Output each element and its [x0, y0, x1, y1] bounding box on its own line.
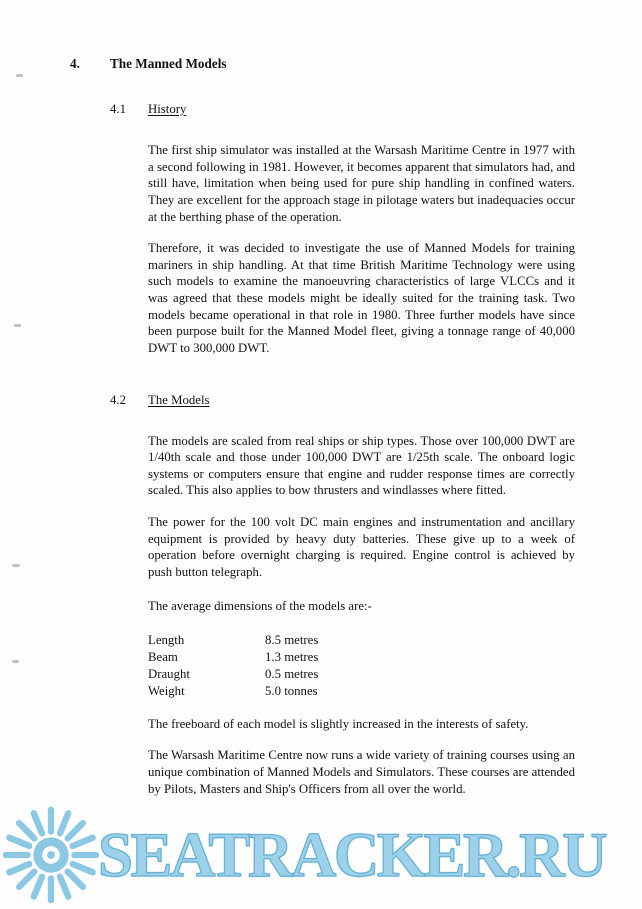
subsection-the-models — [110, 393, 575, 408]
dimension-label: Length — [148, 633, 185, 648]
subsection-heading — [110, 102, 575, 117]
dimension-row — [148, 649, 575, 666]
dimension-value: 0.5 metres — [265, 666, 319, 681]
scan-artifact — [16, 74, 23, 77]
dimension-label: Draught — [148, 666, 190, 681]
subsection-title: History — [148, 102, 187, 116]
subsection-heading — [110, 393, 575, 408]
document-content — [70, 56, 575, 812]
scan-artifact — [12, 660, 19, 663]
dimension-row — [148, 666, 575, 683]
paragraph: The power for the 100 volt DC main engines and instrumentation and ancillary equipment is provided by heavy duty batteries. These give up to a week of operation before overnight charging is required. Engine control is achieved by push button telegraph. — [148, 515, 575, 579]
scan-artifact — [14, 324, 21, 327]
watermark — [2, 805, 642, 905]
dimensions-table — [148, 632, 575, 700]
dimension-value: 1.3 metres — [265, 650, 319, 665]
paragraph: The models are scaled from real ships or ship types. Those over 100,000 DWT are 1/40th scale and those under 100,000 DWT are 1/25th scale. The onboard logic systems or computers ensure that engine and rudder response times are correctly scaled. This also applies to bow thrusters and windlasses where fitted. — [148, 433, 575, 498]
section-title: The Manned Models — [110, 56, 227, 71]
dimension-value: 8.5 metres — [265, 633, 319, 648]
paragraph: The first ship simulator was installed at the Warsash Maritime Centre in 1977 with a second following in 1981. However, it becomes apparent that simulators had, and still have, limitation when being used for pure ship handling in confined waters. They are excellent for the approach stage in pilotage waters but inadequacies occur at the berthing phase of the operation. — [148, 143, 575, 224]
section-number: 4. — [70, 56, 80, 71]
dimension-label: Weight — [148, 683, 185, 698]
dimension-label: Beam — [148, 650, 178, 665]
dimension-value: 5.0 tonnes — [265, 683, 318, 698]
watermark-text: SEATRACKER.RU — [98, 819, 606, 890]
section-heading — [70, 56, 575, 72]
dimension-row — [148, 683, 575, 700]
dimensions-intro: The average dimensions of the models are:- — [148, 598, 372, 613]
subsection-history — [110, 102, 575, 117]
subsection-number: 4.2 — [110, 392, 126, 407]
subsection-title: The Models — [148, 392, 210, 407]
dimension-row — [148, 632, 575, 649]
sun-logo-icon — [2, 806, 100, 904]
paragraph: The freeboard of each model is slightly increased in the interests of safety. — [148, 716, 529, 731]
subsection-number: 4.1 — [110, 102, 126, 116]
scan-artifact — [12, 564, 20, 567]
paragraph: Therefore, it was decided to investigate the use of Manned Models for training mariners in ship handling. At that time British Maritime Technology were using such models to examine the manoeuvring characteristics of large VLCCs and it was agreed that these models might be ideally suited for the training task. Two models became operational in that role in 1980. Three further models have since been purpose built for the Manned Model fleet, giving a tonnage range of 40,000 DWT to 300,000 DWT. — [148, 241, 575, 355]
paragraph: The Warsash Maritime Centre now runs a wide variety of training courses using an unique combination of Manned Models and Simulators. These courses are attended by Pilots, Masters and Ship's Officers from all over the world. — [148, 748, 575, 796]
